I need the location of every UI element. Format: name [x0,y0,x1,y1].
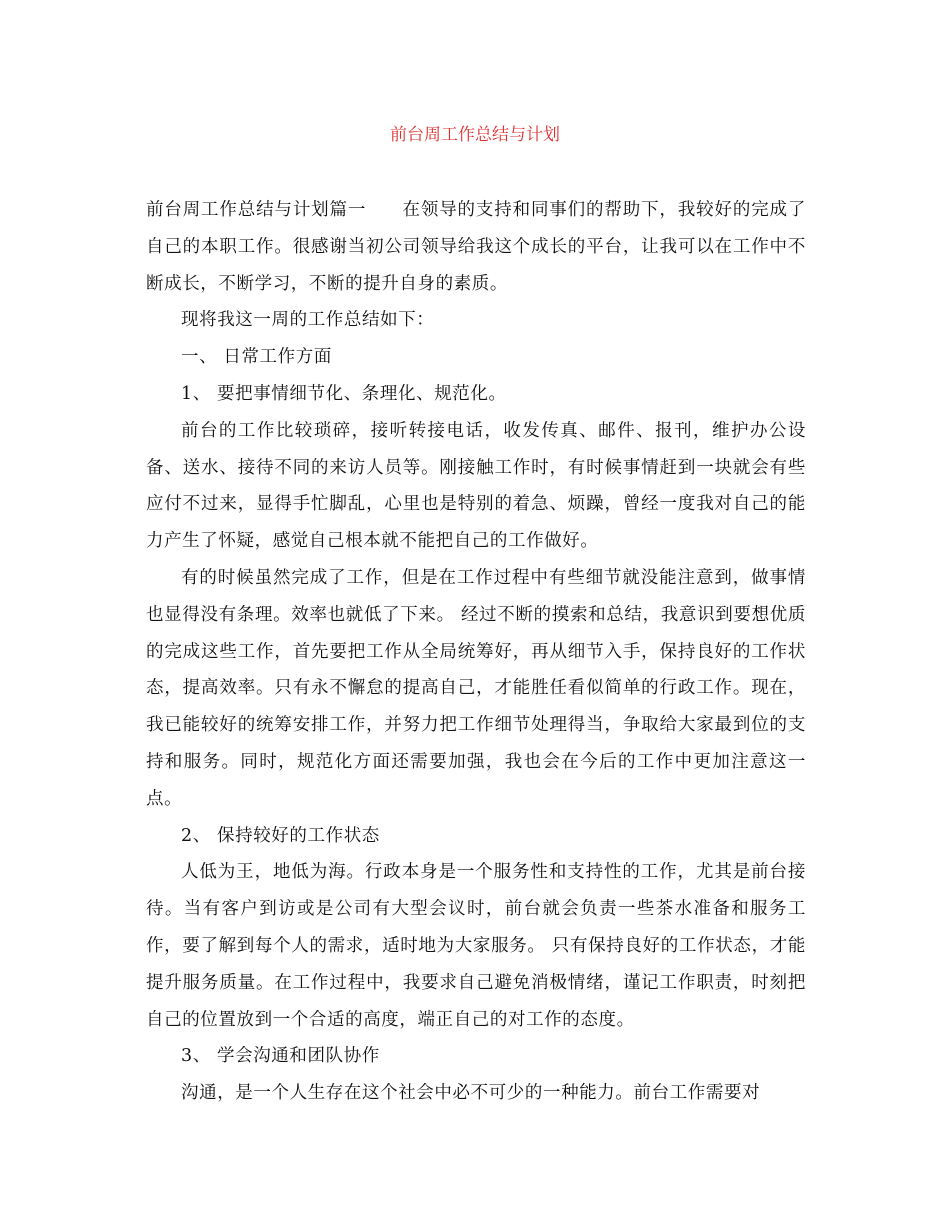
section-heading-daily-work: 一、 日常工作方面 [181,347,332,368]
item-heading-1: 1、 要把事情细节化、条理化、规范化。 [181,383,507,404]
paragraph-communication: 沟通，是一个人生存在这个社会中必不可少的一种能力。前台工作需要对 [181,1083,761,1104]
document-title: 前台周工作总结与计划 [390,125,560,145]
paragraph-efficiency: 有的时候虽然完成了工作，但是在工作过程中有些细节就没能注意到，做事情也显得没有条理。效率也就低了下来。 经过不断的摸索和总结，我意识到要想优质的完成这些工作，首先要把工作从全局统筹好，再从细节入手，保持良好的工作状态，提高效率。只有永不懈怠的提高自己，才能胜任看似简单的行政工作。现在，我已能较好的统筹安排工作，并努力把工作细节处理得当，争取给大家最到位的支持和服务。同时，规范化方面还需要加强，我也会在今后的工作中更加注意这一点。 [146,567,806,809]
document-body [146,192,806,1112]
item-heading-2: 2、 保持较好的工作状态 [181,825,380,846]
paragraph-work-state: 人低为王，地低为海。行政本身是一个服务性和支持性的工作，尤其是前台接待。当有客户到访或是公司有大型会议时，前台就会负责一些茶水准备和服务工作，要了解到每个人的需求，适时地为大家服务。 只有保持良好的工作状态，才能提升服务质量。在工作过程中，我要求自己避免消极情绪，谨记工作职责，时刻把自己的位置放到一个合适的高度，端正自己的对工作的态度。 [146,862,806,1030]
intro-body: 在领导的支持和同事们的帮助下，我较好的完成了自己的本职工作。很感谢当初公司领导给我这个成长的平台，让我可以在工作中不断成长，不断学习，不断的提升自身的素质。 [146,200,806,294]
paragraph-front-desk-duties: 前台的工作比较琐碎，接听转接电话，收发传真、邮件、报刊，维护办公设备、送水、接待不同的来访人员等。刚接触工作时，有时候事情赶到一块就会有些应付不过来，显得手忙脚乱，心里也是特别的着急、烦躁，曾经一度我对自己的能力产生了怀疑，感觉自己根本就不能把自己的工作做好。 [146,420,806,552]
item-heading-3: 3、 学会沟通和团队协作 [181,1046,380,1067]
intro-heading: 前台周工作总结与计划篇一 [146,200,367,220]
paragraph-summary-lead: 现将我这一周的工作总结如下： [181,310,435,331]
paragraph-intro [146,192,806,302]
